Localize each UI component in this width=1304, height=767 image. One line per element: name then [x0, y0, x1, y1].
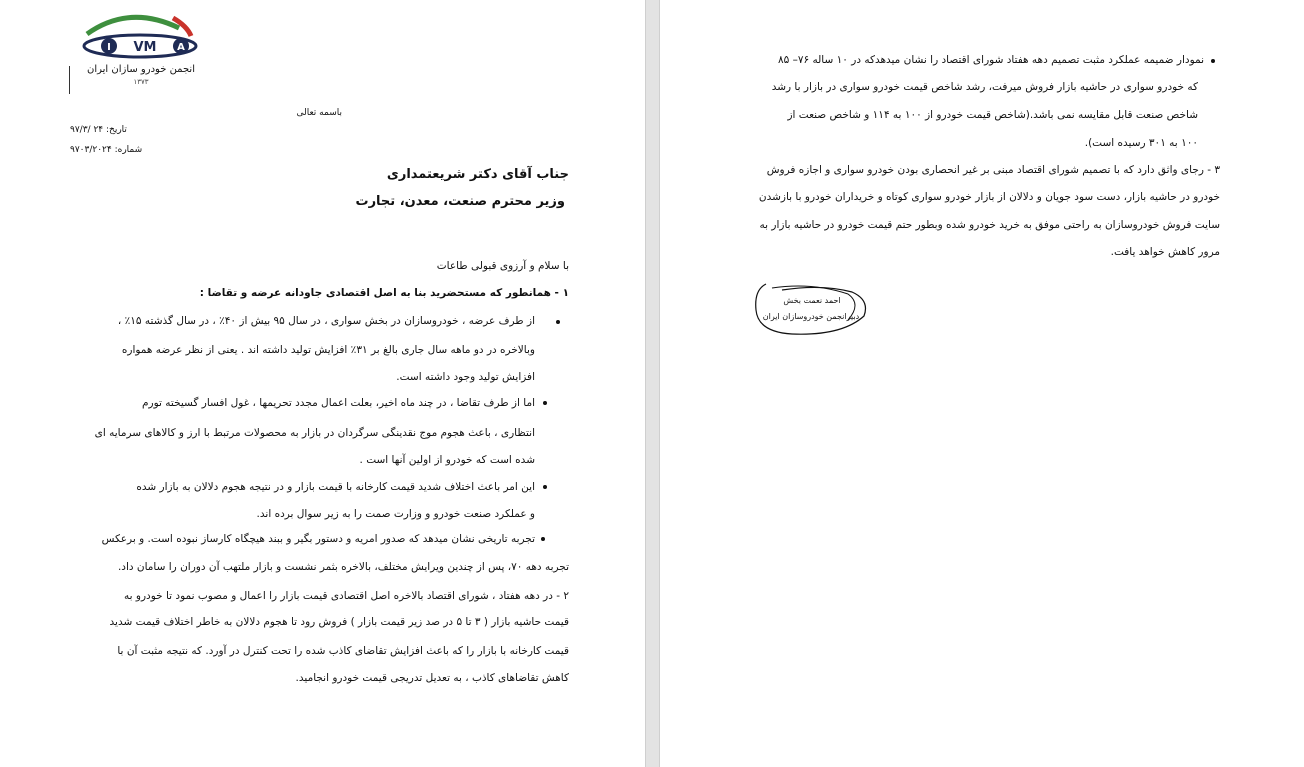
logo-org-name: انجمن خودرو سازان ایران [87, 64, 195, 75]
bullet-icon [556, 320, 560, 324]
section-2-line-1: ۲ - در دهه هفتاد ، شورای اقتصاد بالاخره اصل اقتصادی قیمت بازار را اعمال و مصوب نمود تا خودرو به [124, 590, 569, 602]
recipient-name: جناب آقای دکتر شریعتمداری [386, 167, 569, 182]
section-3-line-4: مرور کاهش خواهد یافت. [1110, 246, 1220, 258]
svg-text:VM: VM [133, 40, 157, 55]
bullet-2-line-1: اما از طرف تقاضا ، در چند ماه اخیر، بعلت اعمال مجدد تحریمها ، غول افسار گسیخته تورم [142, 397, 535, 409]
basmala: باسمه تعالی [296, 108, 342, 118]
signature-stamp [752, 280, 870, 340]
right-bullet-line-2: که خودرو سواری در حاشیه بازار فروش میرفت، رشد شاخص قیمت خودرو سواری در بازار با رشد [771, 81, 1198, 93]
signatory-name: احمد نعمت بخش [783, 296, 841, 305]
section-2-line-4: کاهش تقاضاهای کاذب ، به تعدیل تدریجی قیمت خودرو انجامید. [295, 672, 569, 684]
bullet-icon [543, 401, 547, 405]
document-page-2 [660, 0, 1304, 767]
recipient-title: وزیر محترم صنعت، معدن، تجارت [355, 194, 565, 209]
section-3-line-3: سایت فروش خودروسازان به راحتی موفق به خرید خودرو شده وبطور حتم قیمت خودرو در حاشیه بازار به [759, 219, 1220, 231]
bullet-4-line-1: تجربه تاریخی نشان میدهد که صدور امریه و دستور بگیر و ببند هیچگاه کارساز نبوده است. و برعکس [101, 533, 535, 545]
bullet-icon [1211, 59, 1215, 63]
signature-scribble-icon [752, 280, 870, 340]
bullet-icon [541, 537, 545, 541]
section-1-heading: ۱ - همانطور که مستحضرید بنا به اصل اقتصادی جاودانه عرضه و تقاضا : [199, 287, 569, 299]
section-3-line-1: ۳ - رجای واثق دارد که با تصمیم شورای اقتصاد مبنی بر غیر انحصاری بودن خودرو سواری و اجازه فروش [766, 164, 1220, 176]
bullet-1-line-1: از طرف عرضه ، خودروسازان در بخش سواری ، در سال ۹۵ بیش از ۴۰٪ ، در سال گذشته ۱۵٪ ، [117, 315, 535, 327]
section-2-line-2: قیمت حاشیه بازار ( ۳ تا ۵ در صد زیر قیمت بازار ) فروش رود تا هجوم دلالان به خاطر اختلاف قیمت شدید [109, 616, 569, 628]
signatory-title: دبیرانجمن خودروسازان ایران [762, 312, 860, 321]
page-gutter [645, 0, 660, 767]
right-bullet-line-3: شاخص صنعت قابل مقایسه نمی باشد.(شاخص قیمت خودرو از ۱۰۰ به ۱۱۴ و شاخص صنعت از [787, 109, 1198, 121]
section-2-line-3: قیمت کارخانه با بازار را که باعث افزایش تقاضای کاذب شده را تحت کنترل در آورد. که نتیجه مثبت آن با [117, 645, 569, 657]
section-3-line-2: خودرو در حاشیه بازار، دست سود جویان و دلالان از بازار خودرو سواری کوتاه و خریداران خودرو با بازشدن [758, 191, 1220, 203]
bullet-3-line-1: این امر باعث اختلاف شدید قیمت کارخانه با قیمت بازار و در نتیجه هجوم دلالان به بازار شده [136, 481, 535, 493]
bullet-2-line-3: شده است که خودرو از اولین آنها است . [359, 454, 535, 466]
bullet-icon [543, 485, 547, 489]
bullet-1-line-3: افزایش تولید وجود داشته است. [396, 371, 535, 383]
ivma-logo [69, 4, 211, 90]
right-bullet-line-4: ۱۰۰ به ۳۰۱ رسیده است). [1084, 137, 1198, 149]
letter-number: شماره: ۹۷۰۳/۲۰۲۴ [70, 145, 143, 155]
bullet-3-line-2: و عملکرد صنعت خودرو و وزارت صمت را به زیر سوال برده اند. [256, 508, 535, 520]
bullet-1-line-2: وبالاخره در دو ماهه سال جاری بالغ بر ۳۱٪ افزایش تولید داشته اند . یعنی از نظر عرضه همواره [121, 344, 535, 356]
letter-date: تاریخ: ۲۴ /۹۷/۳ [70, 125, 127, 135]
right-bullet-line-1: نمودار ضمیمه عملکرد مثبت تصمیم دهه هفتاد شورای اقتصاد را نشان میدهدکه در ۱۰ ساله ۷۶– ۸۵ [777, 54, 1204, 66]
svg-text:A: A [177, 42, 185, 53]
svg-text:I: I [107, 42, 111, 53]
bullet-4-line-2: تجربه دهه ۷۰، پس از چندین ویرایش مختلف، بالاخره بثمر نشست و بازار ملتهب آن دوران را سامان داد. [117, 561, 569, 573]
document-page-1 [0, 0, 645, 767]
greeting: با سلام و آرزوی قبولی طاعات [436, 260, 569, 272]
ivma-emblem-icon [69, 4, 211, 64]
bullet-2-line-2: انتظاری ، باعث هجوم موج نقدینگی سرگردان در بازار به محصولات مرتبط با ارز و کالاهای سرمایه ای [94, 427, 535, 439]
logo-year: ۱۳۷۳ [133, 78, 149, 86]
